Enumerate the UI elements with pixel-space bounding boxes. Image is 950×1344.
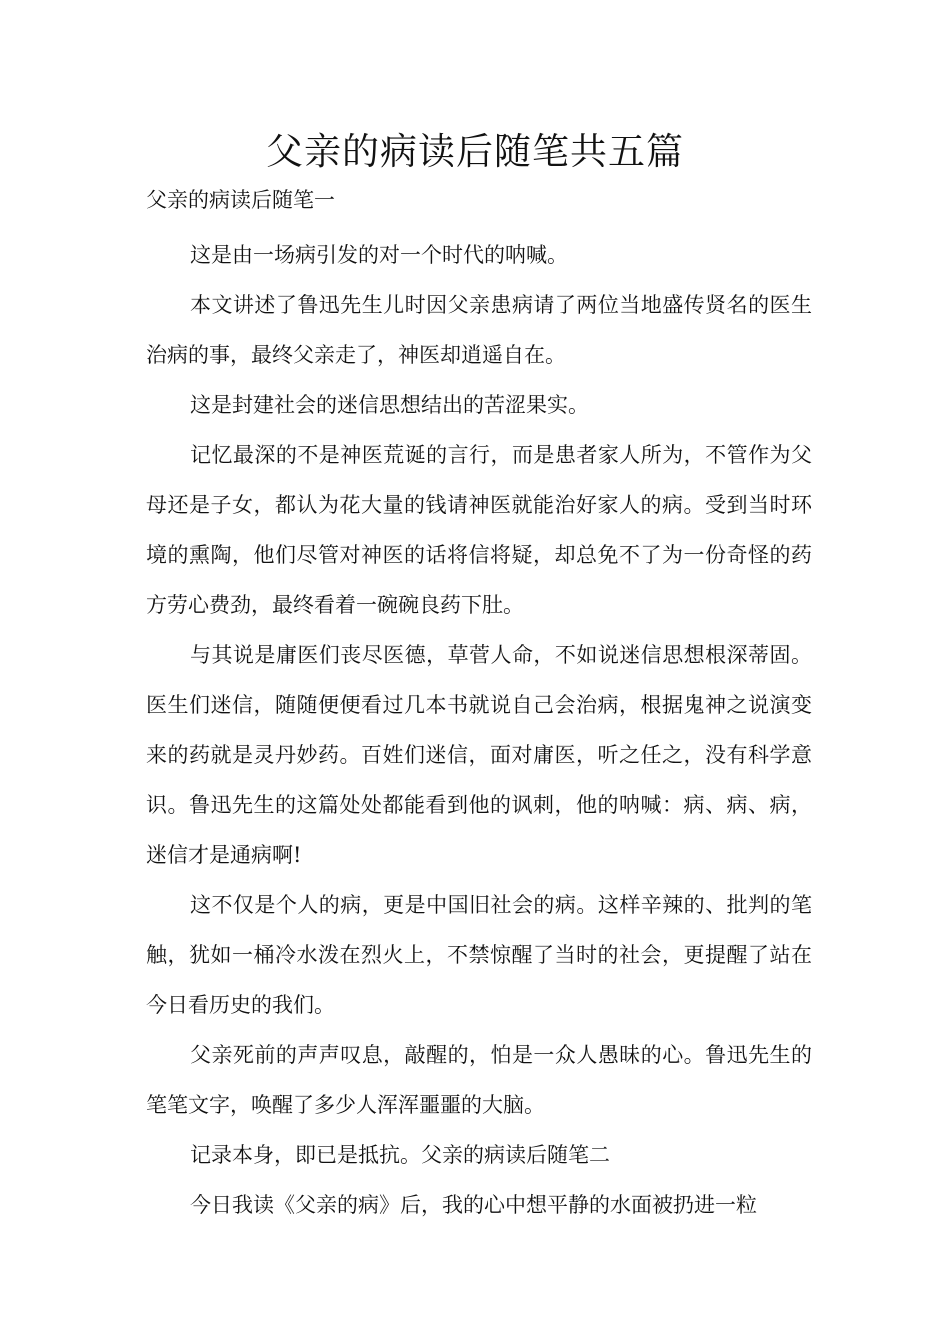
section-heading: 父亲的病读后随笔一: [146, 188, 335, 212]
paragraph: 这是由一场病引发的对一个时代的呐喊。: [190, 243, 568, 267]
paragraph: 这不仅是个人的病，更是中国旧社会的病。这样辛辣的、批判的笔触，犹如一桶冷水泼在烈火上，不禁惊醒了当时的社会，更提醒了站在今日看历史的我们。: [146, 893, 812, 1017]
document-title: 父亲的病读后随笔共五篇: [266, 130, 684, 173]
paragraph: 父亲死前的声声叹息，敲醒的，怕是一众人愚昧的心。鲁迅先生的笔笔文字，唤醒了多少人浑浑噩噩的大脑。: [146, 1043, 812, 1117]
paragraph: 记录本身，即已是抵抗。父亲的病读后随笔二: [190, 1143, 610, 1167]
paragraph: 与其说是庸医们丧尽医德，草菅人命，不如说迷信思想根深蒂固。医生们迷信，随随便便看过几本书就说自己会治病，根据鬼神之说演变来的药就是灵丹妙药。百姓们迷信，面对庸医，听之任之，没有科学意识。鲁迅先生的这篇处处都能看到他的讽刺，他的呐喊：病、病、病，迷信才是通病啊!: [146, 643, 812, 867]
paragraph: 这是封建社会的迷信思想结出的苦涩果实。: [190, 393, 589, 417]
paragraph: 今日我读《父亲的病》后，我的心中想平静的水面被扔进一粒: [190, 1193, 757, 1217]
paragraph: 记忆最深的不是神医荒诞的言行，而是患者家人所为，不管作为父母还是子女，都认为花大量的钱请神医就能治好家人的病。受到当时环境的熏陶，他们尽管对神医的话将信将疑，却总免不了为一份奇怪的药方劳心费劲，最终看着一碗碗良药下肚。: [146, 443, 812, 617]
document-body: [146, 230, 812, 1230]
paragraph: 本文讲述了鲁迅先生儿时因父亲患病请了两位当地盛传贤名的医生治病的事，最终父亲走了，神医却逍遥自在。: [146, 293, 812, 367]
